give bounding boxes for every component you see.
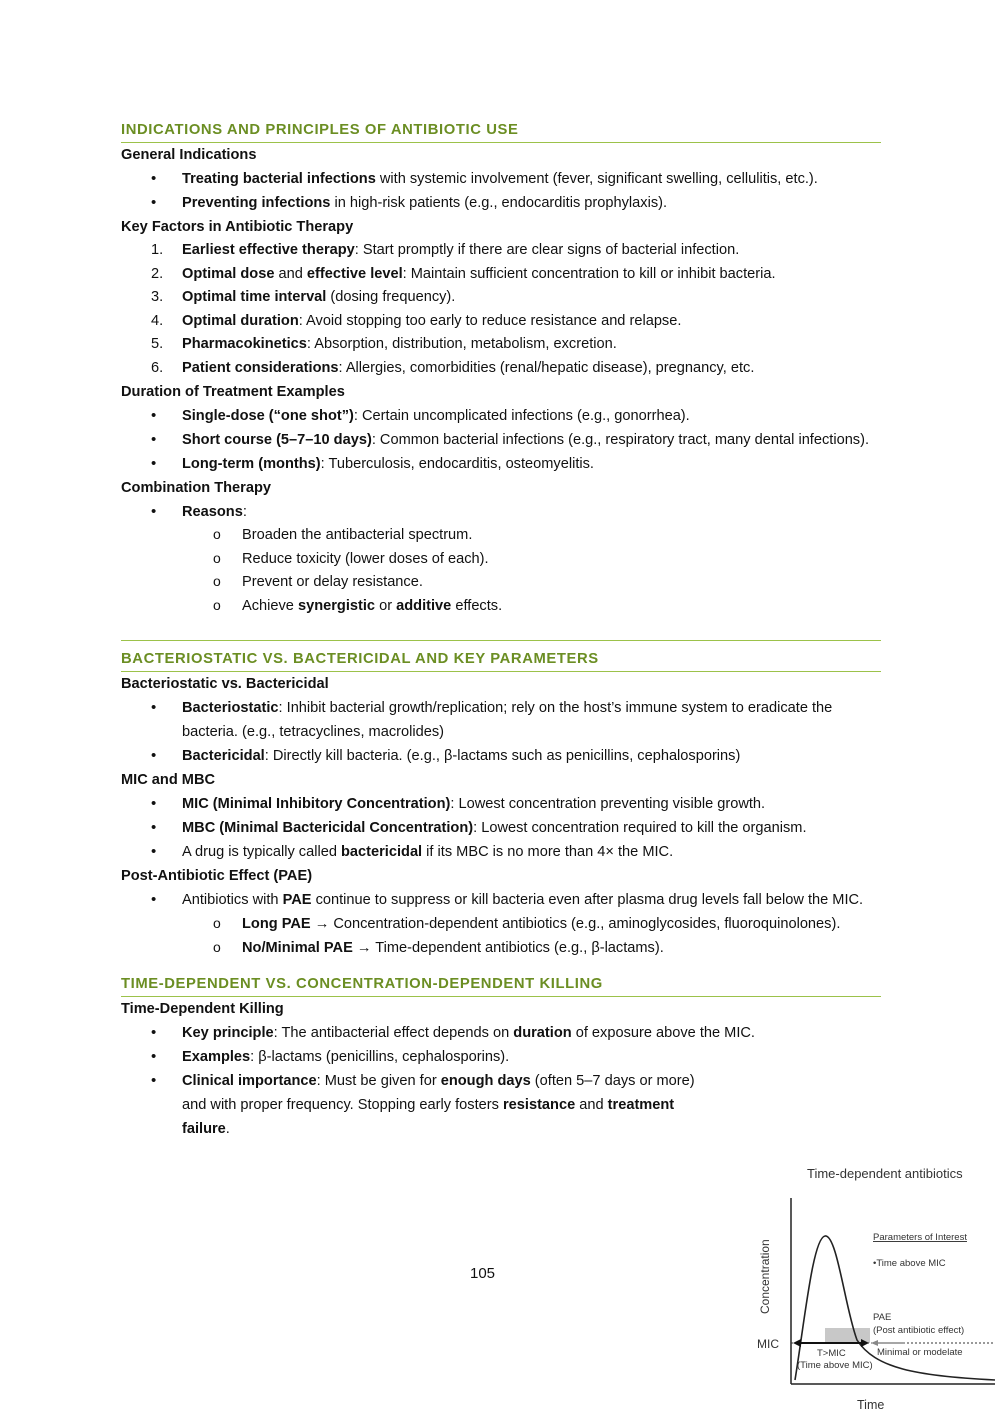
subheading-pae: Post-Antibiotic Effect (PAE) xyxy=(121,868,313,884)
list-item: • Short course (5–7–10 days): Common bacterial infections (e.g., respiratory tract, many dental infections). xyxy=(121,428,881,452)
mic-list xyxy=(121,792,881,864)
list-item: 6. Patient considerations: Allergies, comorbidities (renal/hepatic disease), pregnancy, etc. xyxy=(151,359,755,376)
list-item: o No/Minimal PAE → Time-dependent antibiotics (e.g., β-lactams). xyxy=(121,936,881,960)
section-title-bacteriostatic: BACTERIOSTATIC VS. BACTERICIDAL AND KEY PARAMETERS xyxy=(121,640,881,672)
list-item: 2. Optimal dose and effective level: Maintain sufficient concentration to kill or inhibit bacteria. xyxy=(151,265,776,282)
list-item: • Antibiotics with PAE continue to suppress or kill bacteria even after plasma drug levels fall below the MIC. xyxy=(121,888,881,912)
list-item: • Treating bacterial infections with systemic involvement (fever, significant swelling, cellulitis, etc.). xyxy=(121,167,881,191)
list-item: 4. Optimal duration: Avoid stopping too early to reduce resistance and relapse. xyxy=(151,312,682,329)
list-item: • Examples: β-lactams (penicillins, cephalosporins). xyxy=(121,1045,881,1069)
subheading-bacteriostatic-vs-bactericidal: Bacteriostatic vs. Bactericidal xyxy=(121,676,329,692)
list-item: • Preventing infections in high-risk patients (e.g., endocarditis prophylaxis). xyxy=(121,191,881,215)
list-item: 3. Optimal time interval (dosing frequency). xyxy=(151,289,456,305)
list-item: • Single-dose (“one shot”): Certain uncomplicated infections (e.g., gonorrhea). xyxy=(121,404,881,428)
general-indications-list xyxy=(121,167,881,215)
list-item: • A drug is typically called bactericidal if its MBC is no more than 4× the MIC. xyxy=(121,840,881,864)
figure-title: Time-dependent antibiotics xyxy=(807,1166,963,1181)
subheading-general-indications: General Indications xyxy=(121,147,257,163)
pae-sublist xyxy=(121,912,881,960)
list-item: • Key principle: The antibacterial effect depends on duration of exposure above the MIC. xyxy=(121,1021,881,1045)
pae-list xyxy=(121,888,881,912)
subheading-duration: Duration of Treatment Examples xyxy=(121,384,345,400)
list-item: 1. Earliest effective therapy: Start promptly if there are clear signs of bacterial infection. xyxy=(151,242,740,258)
subheading-key-factors: Key Factors in Antibiotic Therapy xyxy=(121,219,354,235)
list-item: o Broaden the antibacterial spectrum. xyxy=(121,524,881,548)
list-item: o Reduce toxicity (lower doses of each). xyxy=(121,548,881,572)
params-heading: Parameters of Interest xyxy=(873,1232,967,1243)
list-item: • Clinical importance: Must be given for enough days (often 5–7 days or more) and with proper frequency. Stopping early fosters resistance and treatment failure. xyxy=(121,1069,702,1141)
mic-label: MIC xyxy=(757,1337,779,1351)
bvb-list xyxy=(121,696,881,768)
section-title-killing: TIME-DEPENDENT VS. CONCENTRATION-DEPENDENT KILLING xyxy=(121,972,881,997)
list-item: o Achieve synergistic or additive effects. xyxy=(121,595,881,619)
list-item: o Prevent or delay resistance. xyxy=(121,571,881,595)
time-dependent-figure xyxy=(745,1158,1000,1414)
list-item: • Bacteriostatic: Inhibit bacterial growth/replication; rely on the host’s immune system to eradicate the bacteria. (e.g., tetracyclines, macrolides) xyxy=(121,696,881,744)
subheading-time-dependent: Time-Dependent Killing xyxy=(121,1001,284,1017)
minimal-label: Minimal or modelate xyxy=(877,1347,963,1358)
tmic-label-sub: (Time above MIC) xyxy=(797,1360,873,1371)
list-item: • Long-term (months): Tuberculosis, endocarditis, osteomyelitis. xyxy=(121,452,881,476)
x-axis-label: Time xyxy=(857,1398,885,1412)
page-number: 105 xyxy=(470,1265,496,1282)
list-item: • Bactericidal: Directly kill bacteria. (e.g., β-lactams such as penicillins, cephalosporins) xyxy=(121,744,881,768)
page-content xyxy=(121,118,881,1141)
combination-list xyxy=(121,500,881,524)
list-item: • Reasons: xyxy=(121,500,881,524)
list-item: • MIC (Minimal Inhibitory Concentration): Lowest concentration preventing visible growth. xyxy=(121,792,881,816)
list-item: o Long PAE → Concentration-dependent antibiotics (e.g., aminoglycosides, fluoroquinolones). xyxy=(121,912,881,936)
subheading-combination: Combination Therapy xyxy=(121,480,271,496)
section-title-indications: INDICATIONS AND PRINCIPLES OF ANTIBIOTIC USE xyxy=(121,118,881,143)
list-item: 5. Pharmacokinetics: Absorption, distribution, metabolism, excretion. xyxy=(151,336,617,352)
pae-label: PAE xyxy=(873,1312,892,1323)
time-dependent-list xyxy=(121,1021,881,1141)
tmic-label: T>MIC xyxy=(817,1348,846,1359)
reasons-sublist xyxy=(121,524,881,618)
arrow-head-left-icon xyxy=(793,1339,801,1347)
duration-list xyxy=(121,404,881,476)
y-axis-label: Concentration xyxy=(758,1239,772,1314)
subheading-mic-mbc: MIC and MBC xyxy=(121,772,216,788)
list-item: • MBC (Minimal Bactericidal Concentration): Lowest concentration required to kill the organism. xyxy=(121,816,881,840)
key-factors-list xyxy=(121,239,881,380)
pae-arrow-head-icon xyxy=(871,1340,878,1346)
params-item: •Time above MIC xyxy=(873,1258,946,1269)
pae-label-sub: (Post antibiotic effect) xyxy=(873,1325,965,1336)
